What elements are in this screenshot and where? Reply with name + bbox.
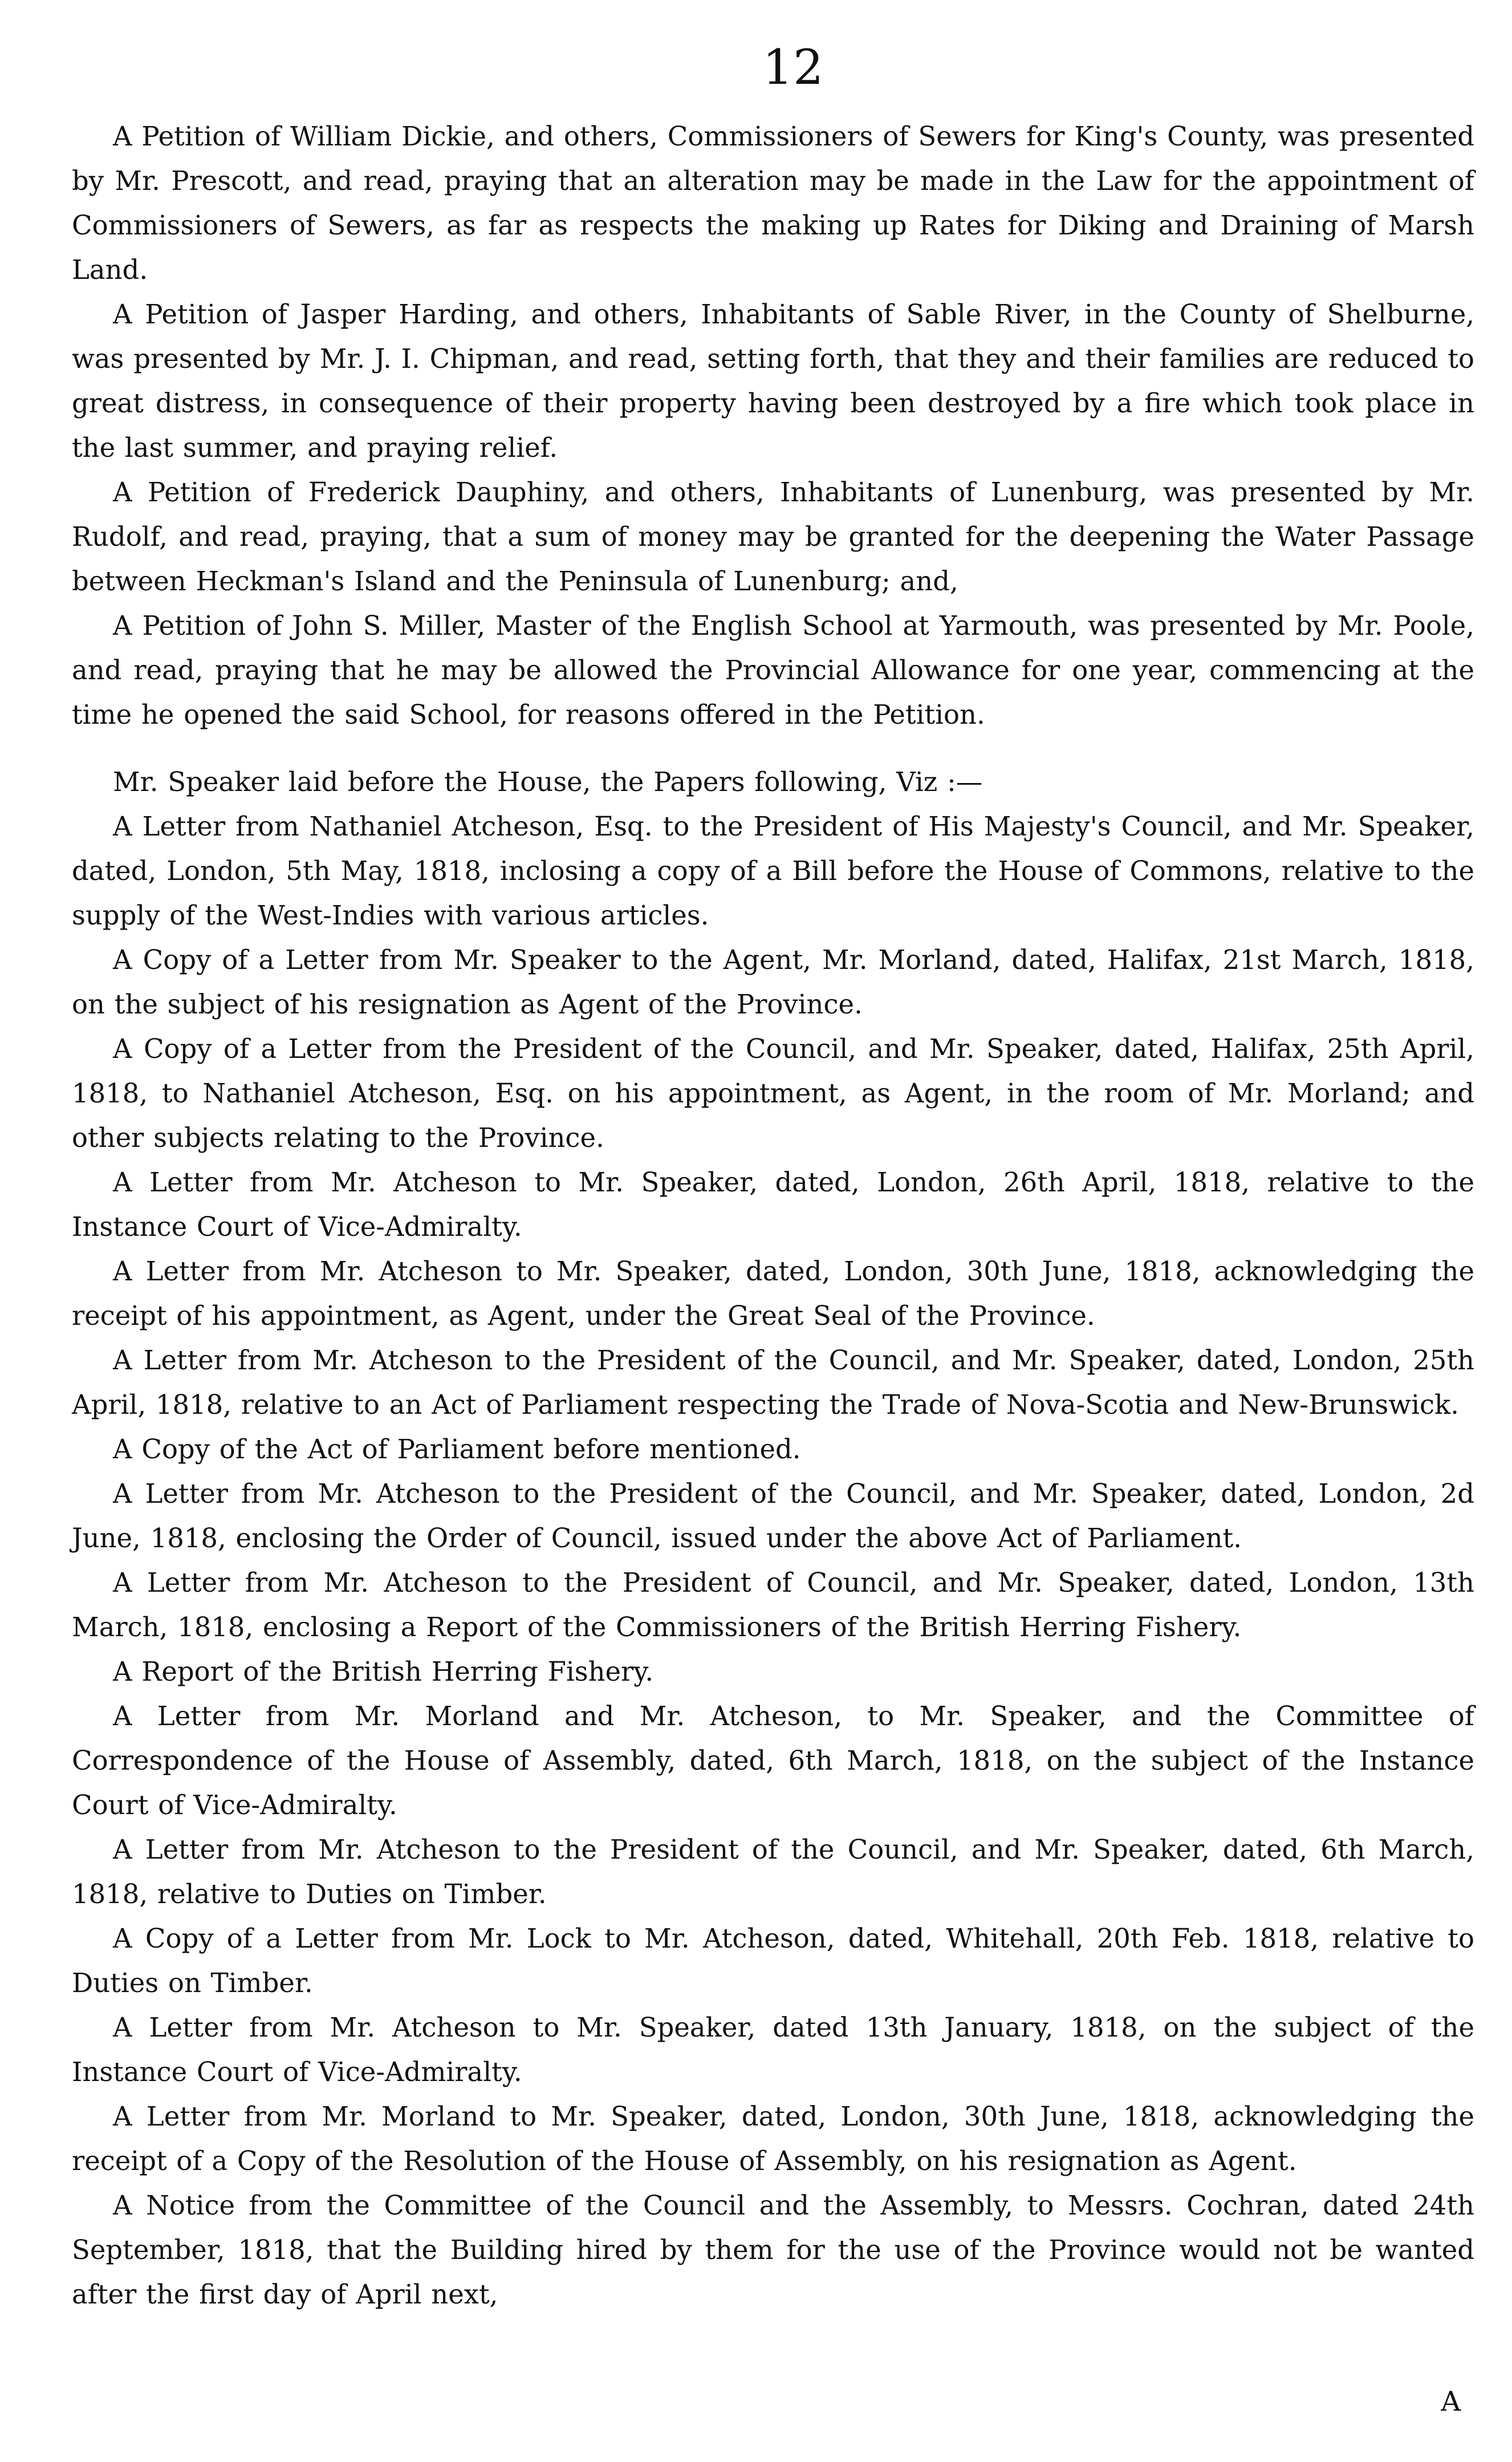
- letter-atcheson-30th-june: A Letter from Mr. Atcheson to Mr. Speaker, dated, London, 30th June, 1818, acknowledging the receipt of his appointment, as Agent, under the Great Seal of the Province.: [72, 1256, 1474, 1331]
- letter-atcheson-duties-timber: A Letter from Mr. Atcheson to the President of the Council, and Mr. Speaker, dated, 6th March, 1818, relative to Duties on Timber.: [72, 1834, 1474, 1909]
- petition-dickie: A Petition of William Dickie, and others, Commissioners of Sewers for King's County, was presented by Mr. Prescott, and read, praying that an alteration may be made in the Law for the appointment of Commissioners of Sewers, as far as respects the making up Rates for Diking and Draining of Marsh Land.: [72, 121, 1474, 285]
- copy-letter-president-atcheson: A Copy of a Letter from the President of the Council, and Mr. Speaker, dated, Halifax, 25th April, 1818, to Nathaniel Atcheson, Esq. on his appointment, as Agent, in the room of Mr. Morland; and other subjects relating to the Province.: [72, 1033, 1474, 1153]
- copy-letter-speaker-morland: A Copy of a Letter from Mr. Speaker to the Agent, Mr. Morland, dated, Halifax, 21st March, 1818, on the subject of his resignation as Agent of the Province.: [72, 944, 1474, 1020]
- letter-atcheson-25th-april: A Letter from Mr. Atcheson to the President of the Council, and Mr. Speaker, dated, London, 25th April, 1818, relative to an Act of Parliament respecting the Trade of Nova-Scotia and New-Brunswick.: [72, 1345, 1474, 1420]
- letter-atcheson-13th-march: A Letter from Mr. Atcheson to the President of Council, and Mr. Speaker, dated, London, 13th March, 1818, enclosing a Report of the Commissioners of the British Herring Fishery.: [72, 1567, 1474, 1642]
- letter-morland-30th-june: A Letter from Mr. Morland to Mr. Speaker, dated, London, 30th June, 1818, acknowledging the receipt of a Copy of the Resolution of the House of Assembly, on his resignation as Agent.: [72, 2101, 1474, 2176]
- copy-act-parliament: A Copy of the Act of Parliament before mentioned.: [113, 1434, 801, 1465]
- catchword: A: [1441, 2386, 1461, 2418]
- letter-atcheson-2d-june: A Letter from Mr. Atcheson to the President of the Council, and Mr. Speaker, dated, London, 2d June, 1818, enclosing the Order of Council, issued under the above Act of Parliament.: [72, 1478, 1474, 1554]
- copy-letter-lock: A Copy of a Letter from Mr. Lock to Mr. Atcheson, dated, Whitehall, 20th Feb. 1818, relative to Duties on Timber.: [72, 1923, 1474, 1998]
- page-number: 12: [762, 39, 824, 95]
- petition-miller: A Petition of John S. Miller, Master of the English School at Yarmouth, was presented by Mr. Poole, and read, praying that he may be allowed the Provincial Allowance for one year, commencing at the time he opened the said School, for reasons offered in the Petition.: [72, 610, 1474, 730]
- report-herring-fishery: A Report of the British Herring Fishery.: [113, 1656, 654, 1687]
- letter-morland-atcheson-6th-march: A Letter from Mr. Morland and Mr. Atcheson, to Mr. Speaker, and the Committee of Correspondence of the House of Assembly, dated, 6th March, 1818, on the subject of the Instance Court of Vice-Admiralty.: [72, 1701, 1474, 1820]
- letter-atcheson-13th-january: A Letter from Mr. Atcheson to Mr. Speaker, dated 13th January, 1818, on the subject of the Instance Court of Vice-Admiralty.: [72, 2012, 1474, 2087]
- petition-harding: A Petition of Jasper Harding, and others, Inhabitants of Sable River, in the County of Shelburne, was presented by Mr. J. I. Chipman, and read, setting forth, that they and their families are reduced to great distress, in consequence of their property having been destroyed by a fire which took place in the last summer, and praying relief.: [72, 299, 1474, 463]
- petition-dauphiny: A Petition of Frederick Dauphiny, and others, Inhabitants of Lunenburg, was presented by Mr. Rudolf, and read, praying, that a sum of money may be granted for the deepening the Water Passage between Heckman's Island and the Peninsula of Lunenburg; and,: [72, 477, 1474, 597]
- section-gap: [72, 737, 1474, 760]
- speaker-papers-intro: Mr. Speaker laid before the House, the Papers following, Viz :—: [113, 766, 983, 797]
- letter-atcheson-5th-may: A Letter from Nathaniel Atcheson, Esq. to the President of His Majesty's Council, and Mr. Speaker, dated, London, 5th May, 1818, inclosing a copy of a Bill before the House of Commons, relative to the supply of the West-Indies with various articles.: [72, 811, 1474, 931]
- letter-atcheson-26th-april: A Letter from Mr. Atcheson to Mr. Speaker, dated, London, 26th April, 1818, relative to the Instance Court of Vice-Admiralty.: [72, 1167, 1474, 1242]
- notice-committee-cochran: A Notice from the Committee of the Council and the Assembly, to Messrs. Cochran, dated 24th September, 1818, that the Building hired by them for the use of the Province would not be wanted after the first day of April next,: [72, 2190, 1474, 2310]
